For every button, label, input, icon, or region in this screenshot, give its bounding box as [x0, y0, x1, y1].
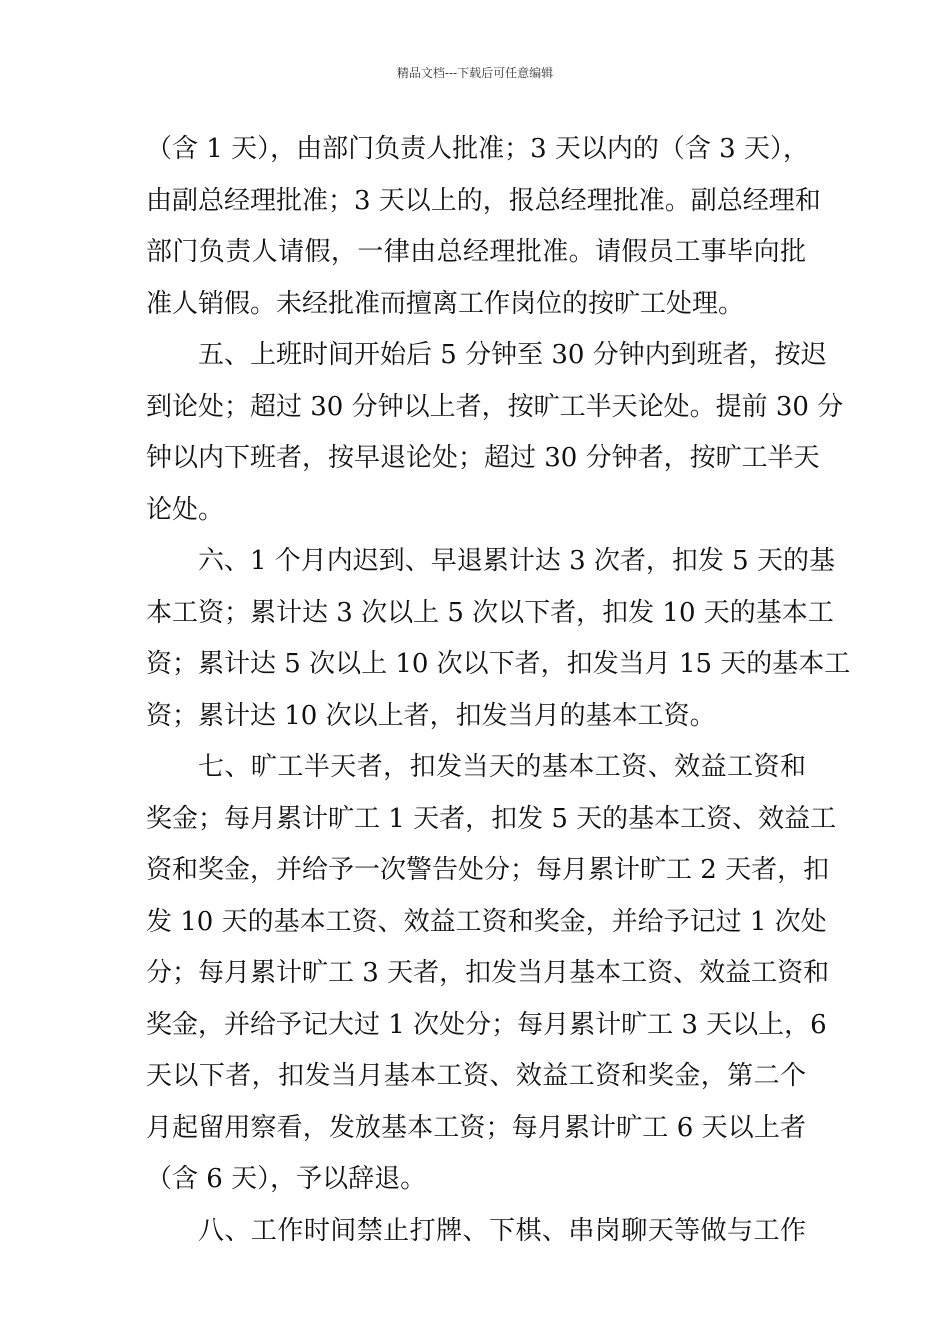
document-body	[146, 124, 851, 1257]
text-line: 资；累计达 10 次以上者，扣发当月的基本工资。	[146, 700, 716, 731]
text-line: 奖金，并给予记大过 1 次处分；每月累计旷工 3 天以上，6	[146, 1009, 827, 1040]
text-line: 六、1 个月内迟到、早退累计达 3 次者，扣发 5 天的基	[198, 546, 835, 576]
text-line: （含 1 天），由部门负责人批准；3 天以内的（含 3 天），	[146, 134, 809, 164]
text-line: 五、上班时间开始后 5 分钟至 30 分钟内到班者，按迟	[198, 340, 827, 370]
text-line: 奖金；每月累计旷工 1 天者，扣发 5 天的基本工资、效益工	[146, 803, 837, 834]
text-line: 资；累计达 5 次以上 10 次以下者，扣发当月 15 天的基本工	[146, 649, 851, 679]
text-line: 钟以内下班者，按早退论处；超过 30 分钟者，按旷工半天	[146, 443, 820, 473]
text-line: 准人销假。未经批准而擅离工作岗位的按旷工处理。	[146, 288, 745, 319]
text-line: 分；每月累计旷工 3 天者，扣发当月基本工资、效益工资和	[146, 958, 830, 988]
text-line: 月起留用察看，发放基本工资；每月累计旷工 6 天以上者	[146, 1112, 806, 1143]
text-line: （含 6 天），予以辞退。	[146, 1164, 427, 1194]
text-line: 论处。	[146, 494, 225, 525]
text-line: 发 10 天的基本工资、效益工资和奖金，并给予记过 1 次处	[146, 906, 827, 937]
text-line: 七、旷工半天者，扣发当天的基本工资、效益工资和	[198, 752, 806, 782]
text-line: 本工资；累计达 3 次以上 5 次以下者，扣发 10 天的基本工	[146, 597, 834, 628]
text-line: 由副总经理批准；3 天以上的，报总经理批准。副总经理和	[146, 185, 821, 216]
text-line: 资和奖金，并给予一次警告处分；每月累计旷工 2 天者，扣	[146, 855, 830, 885]
text-line: 八、工作时间禁止打牌、下棋、串岗聊天等做与工作	[198, 1215, 806, 1246]
text-line: 到论处；超过 30 分钟以上者，按旷工半天论处。提前 30 分	[146, 391, 844, 422]
text-line: 部门负责人请假，一律由总经理批准。请假员工事毕向批	[146, 237, 806, 267]
text-line: 天以下者，扣发当月基本工资、效益工资和奖金，第二个	[146, 1061, 806, 1091]
page-header: 精品文档---下载后可任意编辑	[396, 66, 554, 80]
